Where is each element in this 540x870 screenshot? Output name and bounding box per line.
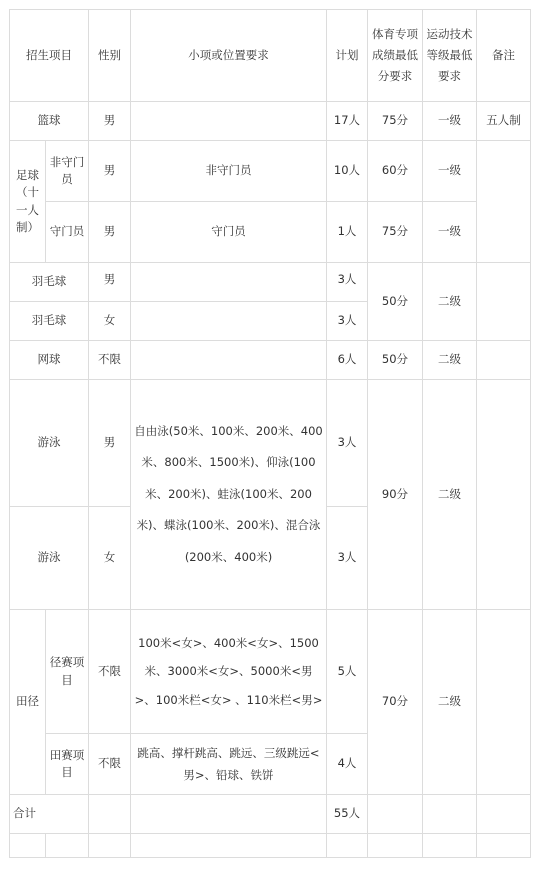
sub-item-cell: 田赛项目 xyxy=(46,734,89,795)
gender-cell: 女 xyxy=(89,302,131,341)
requirement-cell xyxy=(131,102,327,141)
table-row xyxy=(10,202,531,263)
requirement-cell: 自由泳(50米、100米、200米、400米、800米、1500米)、仰泳(100米、200米)、蛙泳(100米、200米)、蝶泳(100米、200米)、混合泳(200米、400米) xyxy=(131,380,327,610)
gender-cell xyxy=(89,795,131,834)
plan-cell: 1人 xyxy=(327,202,368,263)
level-cell: 二级 xyxy=(423,380,477,610)
score-cell xyxy=(368,795,423,834)
requirement-cell xyxy=(131,341,327,380)
table-row xyxy=(10,102,531,141)
table-row xyxy=(10,263,531,302)
header-note: 备注 xyxy=(477,10,531,102)
empty-cell xyxy=(46,834,89,858)
empty-cell xyxy=(368,834,423,858)
plan-cell: 3人 xyxy=(327,507,368,610)
gender-cell: 男 xyxy=(89,202,131,263)
level-cell xyxy=(423,795,477,834)
table-row xyxy=(10,610,531,734)
requirement-cell: 守门员 xyxy=(131,202,327,263)
table-row xyxy=(10,141,531,202)
sub-item-cell: 径赛项目 xyxy=(46,610,89,734)
empty-cell xyxy=(89,834,131,858)
total-plan: 55人 xyxy=(327,795,368,834)
level-cell: 二级 xyxy=(423,341,477,380)
gender-cell: 男 xyxy=(89,102,131,141)
requirement-cell xyxy=(131,795,327,834)
level-cell: 二级 xyxy=(423,263,477,341)
requirement-cell xyxy=(131,302,327,341)
sub-item-cell: 守门员 xyxy=(46,202,89,263)
total-label: 合计 xyxy=(10,795,89,834)
gender-cell: 男 xyxy=(89,141,131,202)
requirement-cell: 非守门员 xyxy=(131,141,327,202)
item-cell: 篮球 xyxy=(10,102,89,141)
table-row xyxy=(10,341,531,380)
empty-row xyxy=(10,834,531,858)
gender-cell: 女 xyxy=(89,507,131,610)
level-cell: 二级 xyxy=(423,610,477,795)
plan-cell: 4人 xyxy=(327,734,368,795)
item-cell: 足球（十一人制） xyxy=(10,141,46,263)
plan-cell: 5人 xyxy=(327,610,368,734)
table-row xyxy=(10,380,531,507)
gender-cell: 不限 xyxy=(89,734,131,795)
plan-cell: 17人 xyxy=(327,102,368,141)
gender-cell: 男 xyxy=(89,263,131,302)
item-cell: 网球 xyxy=(10,341,89,380)
plan-cell: 6人 xyxy=(327,341,368,380)
total-row xyxy=(10,795,531,834)
requirement-cell xyxy=(131,263,327,302)
header-level: 运动技术等级最低要求 xyxy=(423,10,477,102)
gender-cell: 不限 xyxy=(89,610,131,734)
score-cell: 50分 xyxy=(368,263,423,341)
requirement-cell: 跳高、撑杆跳高、跳远、三级跳远<男>、铅球、铁饼 xyxy=(131,734,327,795)
header-requirement: 小项或位置要求 xyxy=(131,10,327,102)
item-cell: 羽毛球 xyxy=(10,263,89,302)
score-cell: 50分 xyxy=(368,341,423,380)
item-cell: 游泳 xyxy=(10,507,89,610)
item-cell: 游泳 xyxy=(10,380,89,507)
empty-cell xyxy=(327,834,368,858)
plan-cell: 10人 xyxy=(327,141,368,202)
plan-cell: 3人 xyxy=(327,380,368,507)
plan-cell: 3人 xyxy=(327,302,368,341)
empty-cell xyxy=(131,834,327,858)
plan-cell: 3人 xyxy=(327,263,368,302)
note-cell xyxy=(477,263,531,341)
score-cell: 90分 xyxy=(368,380,423,610)
gender-cell: 男 xyxy=(89,380,131,507)
note-cell xyxy=(477,141,531,263)
score-cell: 75分 xyxy=(368,102,423,141)
level-cell: 一级 xyxy=(423,141,477,202)
empty-cell xyxy=(477,834,531,858)
note-cell xyxy=(477,610,531,795)
score-cell: 60分 xyxy=(368,141,423,202)
header-score: 体育专项成绩最低分要求 xyxy=(368,10,423,102)
header-item: 招生项目 xyxy=(10,10,89,102)
gender-cell: 不限 xyxy=(89,341,131,380)
item-cell: 田径 xyxy=(10,610,46,795)
header-plan: 计划 xyxy=(327,10,368,102)
header-row xyxy=(10,10,531,102)
sub-item-cell: 非守门员 xyxy=(46,141,89,202)
score-cell: 70分 xyxy=(368,610,423,795)
note-cell xyxy=(477,380,531,610)
requirement-cell: 100米<女>、400米<女>、1500米、3000米<女>、5000米<男>、100米栏<女> 、110米栏<男> xyxy=(131,610,327,734)
note-cell xyxy=(477,795,531,834)
empty-cell xyxy=(423,834,477,858)
note-cell xyxy=(477,341,531,380)
empty-cell xyxy=(10,834,46,858)
header-gender: 性别 xyxy=(89,10,131,102)
score-cell: 75分 xyxy=(368,202,423,263)
note-cell: 五人制 xyxy=(477,102,531,141)
level-cell: 一级 xyxy=(423,202,477,263)
item-cell: 羽毛球 xyxy=(10,302,89,341)
recruitment-table xyxy=(9,9,531,858)
level-cell: 一级 xyxy=(423,102,477,141)
